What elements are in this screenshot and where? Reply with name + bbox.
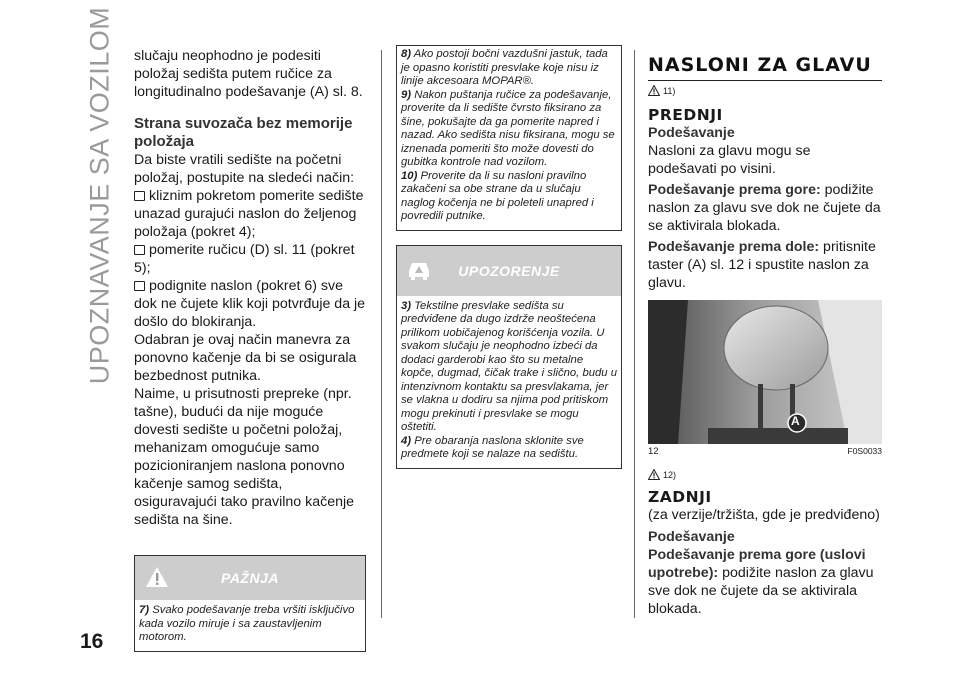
section-heading: Strana suvozača bez memorije položaja [134,115,353,150]
list-item: pomerite ručicu (D) sl. 11 (pokret 5); [134,242,355,276]
exclamation-warning-icon [145,566,169,588]
subsection-heading: PREDNJI [648,106,723,124]
checkbox-bullet-icon [134,245,145,255]
warning-triangle-icon [648,85,660,96]
headrest-photo [648,300,882,444]
caution-title: PAŽNJA [221,570,279,586]
section-title: NASLONI ZA GLAVU [648,54,882,81]
column-1 [134,47,366,652]
column-divider-2 [634,50,635,618]
figure-caption [648,446,882,457]
list-item: kliznim pokretom pomerite sedište unazad gurajući naslon do željenog položaja (pokret 4); [134,188,364,240]
paragraph: Podešavanje prema gore (uslovi upotrebe): podižite naslon za glavu sve dok ne čujete da se aktivirala blokada. [648,547,874,617]
paragraph: Podešavanje prema dole: pritisnite taster (A) sl. 12 i spustite naslon za glavu. [648,239,876,291]
warning-title: UPOZORENJE [458,262,560,279]
note-item: 9) Nakon puštanja ručice za podešavanje, proverite da li sedište čvrsto fiksirano za šine, pokušajte da ga pomerite napred i nazad. Ako sedišta nisu fiksirana, mogu se iznenada pomeriti što može dovesti do gubitka kontrole nad vozilom. [401,88,615,168]
paragraph: (za verzije/tržišta, gde je predviđeno) [648,507,880,523]
paragraph: Da biste vratili sedište na početni položaj, postupite na sledeći način: [134,152,355,186]
warning-triangle-icon [648,469,660,480]
note-item: 8) Ako postoji bočni vazdušni jastuk, tada je opasno koristiti presvlake koje nisu iz linije akcesoara MOPAR®. [401,48,608,87]
warning-text [397,296,621,468]
column-2 [396,45,622,469]
checkbox-bullet-icon [134,191,145,201]
warning-item: 3) Tekstilne presvlake sedišta su predviđene da dugo izdrže neoštećena prilikom uobičajenog korišćenja vozila. U svakom slučaju je neophodno izbeći da dodaci garderobi kao što su metalne kopče, dugmad, čičak trake i slično, budu u intenzivnom kontaktu sa presvlakama, jer se vlakna u dodiru sa njima pod pritiskom mogu prekinuti i presvlake se mogu oštetiti. [401,299,618,433]
column-divider-1 [381,50,382,618]
notes-text [397,46,621,230]
figure-code: F0S0033 [847,446,882,456]
page-number: 16 [80,630,104,653]
caution-header [135,556,365,600]
headrest-illustration [648,300,882,444]
subsection-heading: ZADNJI [648,488,712,506]
checkbox-bullet-icon [134,281,145,291]
figure-number: 12 [648,446,659,457]
paragraph: Podešavanje prema gore: podižite naslon za glavu sve dok ne čujete da se aktivirala blokada. [648,182,881,234]
paragraph: Odabran je ovaj način manevra za ponovno kačenje da bi se osigurala bezbednost putnika. [134,332,357,384]
car-warning-icon [407,259,431,281]
sub-heading: Podešavanje [648,529,735,545]
sub-heading: Podešavanje [648,125,735,141]
paragraph: slučaju neophodno je podesiti položaj sedišta putem ručice za longitudinalno podešavanje (A) sl. 8. [134,48,363,100]
warning-item: 4) Pre obaranja naslona sklonite sve predmete koji se nalaze na sedištu. [401,434,584,460]
caution-box [134,555,366,652]
note-item: 10) Proverite da li su nasloni pravilno zakačeni sa obe strane da u slučaju naglog kočenja ne bi poleteli unapred i povredili putnike. [401,169,594,222]
reference-note: 11) [648,85,882,96]
side-running-title: UPOZNAVANJE SA VOZILOM [84,6,115,384]
paragraph: Naime, u prisutnosti prepreke (npr. tašne), budući da nije moguće dovesti sedište u početni položaj, mehanizam omogućuje samo pozicioniranjem naslona ponovno kačenje samog sedišta, osiguravajući tako pravilno kačenje sedišta na šine. [134,386,355,528]
warning-box [396,245,622,469]
figure-callout: A [791,414,800,428]
warning-header [397,246,621,296]
column-3 [648,54,882,618]
list-item: podignite naslon (pokret 6) sve dok ne čujete klik koji potvrđuje da je došlo do blokiranja. [134,278,366,330]
reference-note: 12) [648,469,882,480]
notes-box [396,45,622,231]
caution-text: 7) Svako podešavanje treba vršiti isključivo kada vozilo miruje i sa zaustavljenim motorom. [139,604,355,643]
paragraph: Nasloni za glavu mogu se podešavati po visini. [648,143,811,177]
